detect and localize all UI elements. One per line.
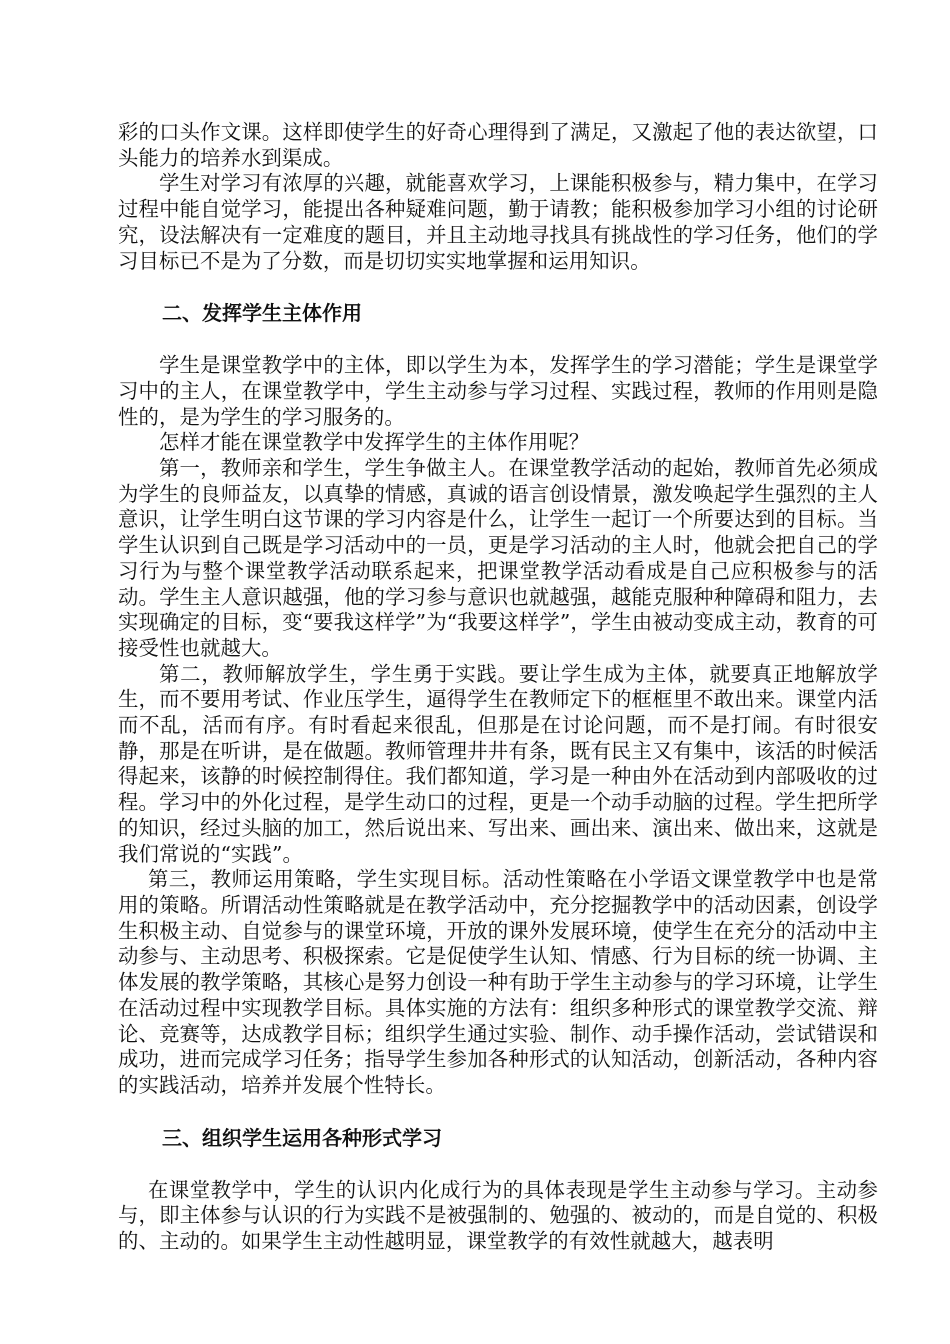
paragraph-first: 第一，教师亲和学生，学生争做主人。在课堂教学活动的起始，教师首先必须成为学生的良师益友，以真挚的情感，真诚的语言创设情景，激发唤起学生强烈的主人意识，让学生明白这节课的学习内容是什么，让学生一起订一个所要达到的目标。当学生认识到自己既是学习活动中的一员，更是学习活动的主人时，他就会把自己的学习行为与整个课堂教学活动联系起来，把课堂教学活动看成是自己应积极参与的活动。学生主人意识越强，他的学习参与意识也就越强，越能克服种种障碍和阻力，去实现确定的目标，变“要我这样学”为“我要这样学”，学生由被动变成主动，教育的可接受性也就越大。 xyxy=(118,456,878,660)
paragraph-second: 第二，教师解放学生，学生勇于实践。要让学生成为主体，就要真正地解放学生，而不要用考试、作业压学生，逼得学生在教师定下的框框里不敢出来。课堂内活而不乱，活而有序。有时看起来很乱，但那是在讨论问题，而不是打闹。有时很安静，那是在听讲，是在做题。教师管理井井有条，既有民主又有集中，该活的时候活得起来，该静的时候控制得住。我们都知道，学习是一种由外在活动到内部吸收的过程。学习中的外化过程，是学生动口的过程，更是一个动手动脑的过程。学生把所学的知识，经过头脑的加工，然后说出来、写出来、画出来、演出来、做出来，这就是我们常说的“实践”。 xyxy=(118,661,878,866)
paragraph-interest: 学生对学习有浓厚的兴趣，就能喜欢学习，上课能积极参与，精力集中，在学习过程中能自觉学习，能提出各种疑难问题，勤于请教；能积极参加学习小组的讨论研究，设法解决有一定难度的题目，并且主动地寻找具有挑战性的学习任务，他们的学习目标已不是为了分数，而是切切实实地掌握和运用知识。 xyxy=(118,171,878,273)
paragraph-subject-role: 学生是课堂教学中的主体，即以学生为本，发挥学生的学习潜能；学生是课堂学习中的主人，在课堂教学中，学生主动参与学习过程、实践过程，教师的作用则是隐性的，是为学生的学习服务的。 xyxy=(118,353,878,429)
paragraph-participation: 在课堂教学中，学生的认识内化成行为的具体表现是学生主动参与学习。主动参与，即主体参与认识的行为实践不是被强制的、勉强的、被动的，而是自觉的、积极的、主动的。如果学生主动性越明显，课堂教学的有效性就越大，越表明 xyxy=(118,1177,878,1254)
paragraph-question: 怎样才能在课堂教学中发挥学生的主体作用呢？ xyxy=(159,430,590,455)
document-page xyxy=(118,120,878,1255)
paragraph-third: 第三，教师运用策略，学生实现目标。活动性策略在小学语文课堂教学中也是常用的策略。所谓活动性策略就是在教学活动中，充分挖掘教学中的活动因素，创设学生积极主动、自觉参与的课堂环境，开放的课外发展环境，使学生在充分的活动中主动参与、主动思考、积极探索。它是促使学生认知、情感、行为目标的统一协调、主体发展的教学策略，其核心是努力创设一种有助于学生主动参与的学习环境，让学生在活动过程中实现教学目标。具体实施的方法有：组织多种形式的课堂教学交流、辩论、竞赛等，达成教学目标；组织学生通过实验、制作、动手操作活动，尝试错误和成功，进而完成学习任务；指导学生参加各种形式的认知活动，创新活动，各种内容的实践活动，培养并发展个性特长。 xyxy=(118,867,878,1097)
spacer xyxy=(118,274,878,300)
spacer xyxy=(118,326,878,353)
section-heading-3: 三、组织学生运用各种形式学习 xyxy=(162,1125,442,1150)
spacer xyxy=(118,1151,878,1178)
section-heading-2: 二、发挥学生主体作用 xyxy=(162,301,362,326)
paragraph-continuation: 彩的口头作文课。这样即使学生的好奇心理得到了满足，又激起了他的表达欲望，口头能力的培养水到渠成。 xyxy=(118,120,878,170)
spacer xyxy=(118,1099,878,1125)
